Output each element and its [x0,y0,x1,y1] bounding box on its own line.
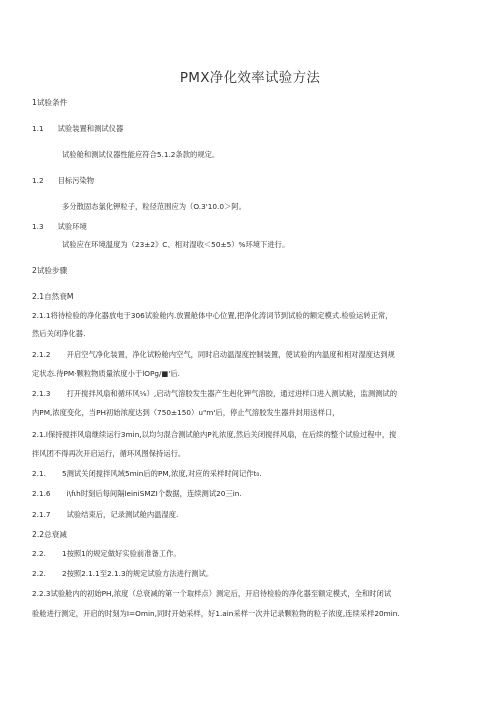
section-number: 2.1.7 [32,510,51,519]
paragraph-line [32,549,181,559]
paragraph-line: 定状态.待PM·颗粒物质量浓度小于lOPg/■'后. [32,369,180,378]
section-2-2-heading: 2.2总衰减 [32,530,67,539]
section-2-1-heading: 2.1自然衰M [32,292,74,301]
paragraph-line: 然后关闭净化器. [32,329,86,338]
section-number: 2.1. [32,469,46,478]
paragraph-text: 2按照2.1.1至2.1.3的规定试验方法进行测试。 [61,569,214,578]
paragraph: 试验应在环境温度为（23±2》C、相对湿收＜50±5）%环境下进行。 [62,240,290,249]
section-number: 2.1.6 [32,489,51,498]
section-1-3-heading [32,222,87,232]
paragraph: 多分散固态氯化钾粒子，粒径范围应为（O.3'10.0＞阿。 [62,202,246,211]
section-1-1-heading [32,124,123,134]
paragraph-text: 试验结束后，记录测试舱内温湿度. [66,510,179,519]
section-2-heading: 2试验步骤 [32,266,68,275]
section-number: 1.1 [32,124,44,133]
paragraph-text: 5测试关闭搅拌风域5min后的PM,浓度,对应的采样时间记作t₀. [61,469,262,478]
paragraph-text: i\fιh时刻后每间隔leiniSMZI个数据，连续测试20三in. [66,489,242,498]
paragraph-line [32,350,395,360]
section-1-2-heading [32,176,94,186]
paragraph-line: 验舱进行测定，开启的时刻为I=Omin,同时开始采样，好1.ain采样一次并记录颗粒物的粒子浓度,连续采样20min. [32,609,400,618]
paragraph-line [32,510,178,520]
section-number: 2.2. [32,569,46,578]
section-title: 试验装置和测试仪器 [57,124,124,133]
paragraph-line [32,569,213,579]
section-1-heading: 1试验条件 [32,98,68,107]
paragraph-line: 内PM,浓度变化，当PH初始浓度达到（750±150）u"m'后，停止气溶胶发生器并封用送样口， [32,408,340,417]
paragraph-line: 2.2.3试验舱内的初始PH,浓度（总衰减的第一个取样点）测定后，开启待检验的净化器至额定模式，全和时闭试 [32,589,392,598]
document-title: PMX净化效率试验方法 [179,70,321,86]
paragraph-line [32,389,397,399]
section-title: 试验环境 [57,222,87,231]
paragraph-text: 开启空气净化装置，净化试粉舱内空气，同时启动温湿度控制装置，使试验的内温度和相对湿度达到规 [66,350,395,359]
paragraph-line: 2.1.l保持搅拌风扇继续运行3min,以均匀混合测试舱内P礼浓度,然后关闭搅拌风扇，在后续的整个试验过程中，搅 [32,430,397,439]
paragraph: 试验舱和测试仪器性能应符合5.1.2条款的规定。 [62,150,220,159]
section-number: 2.1.3 [32,389,51,398]
paragraph-line [32,489,242,499]
paragraph-line: 拌风团不得再次开启运行，循环风图保持运行。 [32,449,186,458]
paragraph-line [32,469,262,479]
paragraph-text: 打开搅拌风扇和循环风⅛）,启动气溶胶发生器产生赳化钾气溶胶，通过进样口进入测试舱，监测测试的 [66,389,398,398]
section-number: 1.2 [32,176,44,185]
paragraph-line: 2.1.1将待检验的净化器放电于306试验舱内.放置舱体中心位置,把净化涛词节到试验的额定模式.检验运转正常， [32,311,393,320]
section-title: 目标污染物 [57,176,95,185]
section-number: 2.1.2 [32,350,51,359]
section-number: 1.3 [32,222,44,231]
section-number: 2.2. [32,549,46,558]
paragraph-text: 1按照1的规定做好实验前准备工作。 [61,549,181,558]
